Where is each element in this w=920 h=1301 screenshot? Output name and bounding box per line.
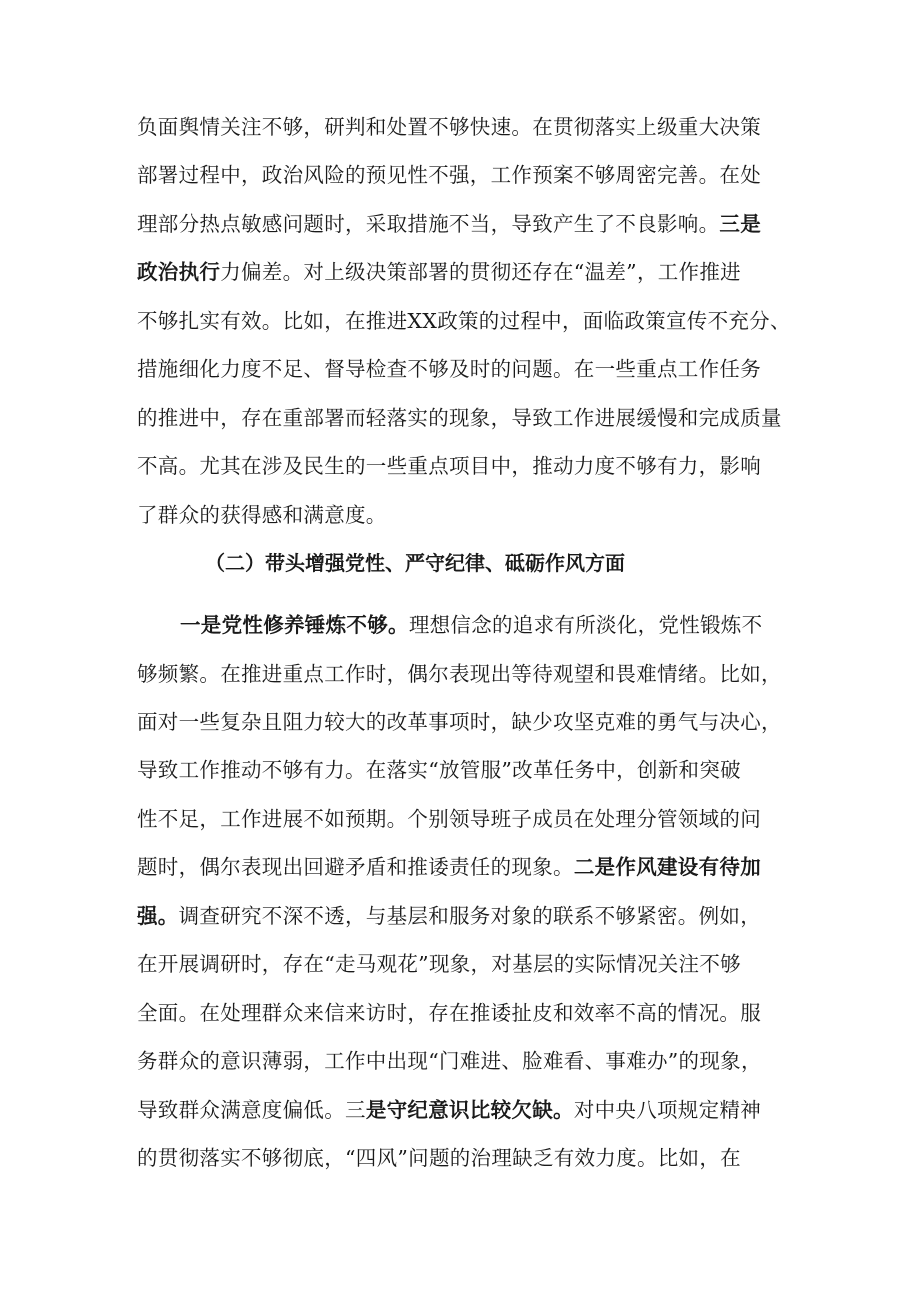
bold-keyword: 强。 bbox=[137, 904, 179, 928]
bold-keyword: 政治执行 bbox=[137, 260, 221, 284]
body-line: 的贯彻落实不够彻底，“四风”问题的治理缺乏有效力度。比如，在 bbox=[137, 1146, 741, 1170]
body-line: 性不足，工作进展不如预期。个别领导班子成员在处理分管领域的问 bbox=[137, 807, 761, 831]
body-line: 务群众的意识薄弱，工作中出现“门难进、脸难看、事难办”的现象， bbox=[137, 1049, 762, 1073]
body-line: 在开展调研时，存在“走马观花”现象，对基层的实际情况关注不够 bbox=[137, 952, 741, 976]
body-line: 负面舆情关注不够，研判和处置不够快速。在贯彻落实上级重大决策 bbox=[137, 115, 761, 139]
body-line: 导致工作推动不够有力。在落实“放管服”改革任务中，创新和突破 bbox=[137, 758, 741, 782]
body-line: 了群众的获得感和满意度。 bbox=[137, 503, 387, 527]
body-line: 措施细化力度不足、督导检查不够及时的问题。在一些重点工作任务 bbox=[137, 357, 761, 381]
body-line: 够频繁。在推进重点工作时，偶尔表现出等待观望和畏难情绪。比如， bbox=[137, 662, 782, 686]
body-line: 部署过程中，政治风险的预见性不强，工作预案不够周密完善。在处 bbox=[137, 163, 761, 187]
body-line: 面对一些复杂且阻力较大的改革事项时，缺少攻坚克难的勇气与决心， bbox=[137, 710, 782, 734]
body-line: 强。调查研究不深不透，与基层和服务对象的联系不够紧密。例如， bbox=[137, 904, 762, 928]
bold-keyword: 三是 bbox=[719, 212, 762, 236]
body-line: 的推进中，存在重部署而轻落实的现象，导致工作进展缓慢和完成质量 bbox=[137, 406, 782, 430]
body-line: 政治执行力偏差。对上级决策部署的贯彻还存在“温差”，工作推进 bbox=[137, 260, 741, 284]
section-heading: （二）带头增强党性、严守纪律、砥砺作风方面 bbox=[205, 551, 625, 575]
body-line: 不够扎实有效。比如，在推进XX政策的过程中，面临政策宣传不充分、 bbox=[137, 309, 791, 333]
bold-keyword: 是守纪意识比较欠缺。 bbox=[365, 1098, 574, 1122]
body-line: 理部分热点敏感问题时，采取措施不当，导致产生了不良影响。三是 bbox=[137, 212, 762, 236]
body-line: 题时，偶尔表现出回避矛盾和推诿责任的现象。二是作风建设有待加 bbox=[137, 855, 762, 879]
bold-keyword: 一是党性修养锤炼不够。 bbox=[180, 613, 409, 637]
body-line: 全面。在处理群众来信来访时，存在推诿扯皮和效率不高的情况。服 bbox=[137, 1001, 761, 1025]
body-line: 导致群众满意度偏低。三是守纪意识比较欠缺。对中央八项规定精神 bbox=[137, 1098, 762, 1122]
bold-keyword: 二是作风建设有待加 bbox=[573, 855, 762, 879]
body-line: 一是党性修养锤炼不够。理想信念的追求有所淡化，党性锻炼不 bbox=[180, 613, 763, 637]
body-line: 不高。尤其在涉及民生的一些重点项目中，推动力度不够有力，影响 bbox=[137, 454, 761, 478]
